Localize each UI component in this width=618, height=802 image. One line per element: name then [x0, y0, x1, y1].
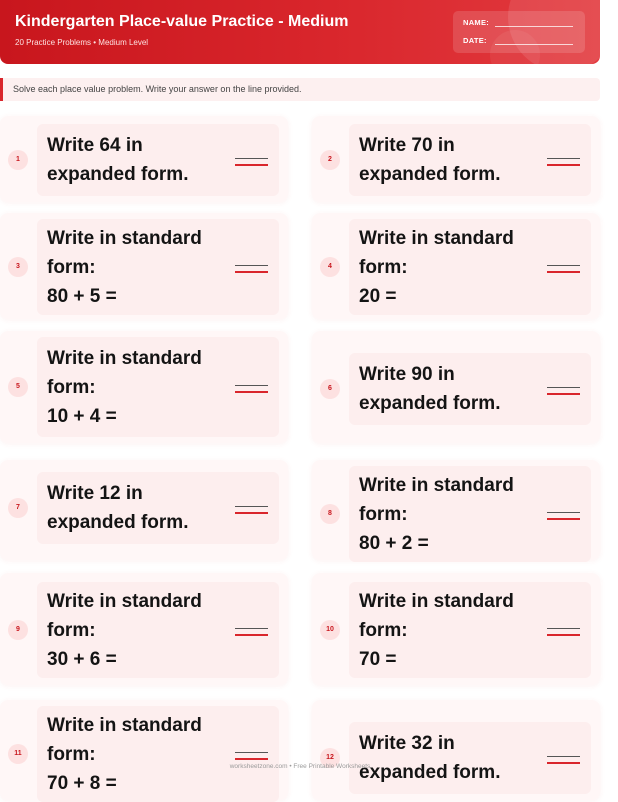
answer-line[interactable]: [547, 628, 580, 629]
problem-card: [312, 213, 600, 319]
problem-question-box: [349, 466, 591, 562]
problem-text: Write 64 in expanded form.: [47, 135, 189, 185]
problem-question-box: [349, 582, 591, 678]
answer-line[interactable]: [235, 158, 268, 159]
problem-question-box: [37, 706, 279, 802]
answer-line-underline: [547, 271, 580, 273]
problem-card: [312, 460, 600, 560]
problem-number-badge: 10: [320, 620, 340, 640]
problem-question-box: [349, 353, 591, 425]
answer-line[interactable]: [235, 265, 268, 266]
problem-card: [0, 116, 288, 202]
problem-number-badge: 6: [320, 379, 340, 399]
problem-number-badge: 2: [320, 150, 340, 170]
answer-line-underline: [235, 634, 268, 636]
answer-line[interactable]: [235, 506, 268, 507]
problem-question-box: [349, 722, 591, 794]
instructions-text: Solve each place value problem. Write your answer on the line provided.: [13, 84, 302, 94]
answer-line[interactable]: [547, 512, 580, 513]
answer-line-underline: [235, 164, 268, 166]
problem-number-badge: 1: [8, 150, 28, 170]
answer-line[interactable]: [235, 385, 268, 386]
answer-line[interactable]: [547, 158, 580, 159]
problem-question-box: [349, 124, 591, 196]
answer-line[interactable]: [547, 387, 580, 388]
problem-text: Write in standard form: 20 =: [359, 227, 514, 307]
problem-card: [0, 700, 288, 800]
problem-text: Write 70 in expanded form.: [359, 135, 501, 185]
answer-line[interactable]: [547, 756, 580, 757]
worksheet-header: [0, 0, 600, 64]
problem-card: [0, 460, 288, 560]
problem-question-box: [37, 582, 279, 678]
problem-number-badge: 9: [8, 620, 28, 640]
name-field[interactable]: [495, 26, 573, 27]
answer-line-underline: [547, 164, 580, 166]
page-footer: worksheetzone.com • Free Printable Worksheets: [229, 763, 371, 770]
problem-card: [312, 700, 600, 800]
answer-line-underline: [235, 271, 268, 273]
problem-question-box: [349, 219, 591, 315]
problem-text: Write in standard form: 80 + 5 =: [47, 227, 202, 307]
date-label: DATE:: [463, 36, 487, 45]
name-label: NAME:: [463, 18, 490, 27]
problem-text: Write in standard form: 70 + 8 =: [47, 714, 202, 794]
problem-number-badge: 3: [8, 257, 28, 277]
problem-question-box: [37, 124, 279, 196]
answer-line-underline: [547, 518, 580, 520]
problem-text: Write in standard form: 70 =: [359, 590, 514, 670]
answer-line[interactable]: [235, 628, 268, 629]
problem-number-badge: 8: [320, 504, 340, 524]
problem-card: [0, 331, 288, 443]
answer-line[interactable]: [547, 265, 580, 266]
answer-line-underline: [235, 512, 268, 514]
problem-number-badge: 12: [320, 748, 340, 768]
problem-card: [0, 573, 288, 685]
problem-card: [312, 331, 600, 443]
instructions-bar: [0, 78, 600, 101]
problem-number-badge: 4: [320, 257, 340, 277]
problem-text: Write 32 in expanded form.: [359, 733, 501, 783]
problem-text: Write in standard form: 10 + 4 =: [47, 347, 202, 427]
answer-line[interactable]: [235, 752, 268, 753]
problem-number-badge: 5: [8, 377, 28, 397]
answer-line-underline: [547, 634, 580, 636]
name-date-box: [453, 11, 585, 53]
problem-text: Write in standard form: 80 + 2 =: [359, 474, 514, 554]
problem-question-box: [37, 472, 279, 544]
problem-number-badge: 11: [8, 744, 28, 764]
problem-number-badge: 7: [8, 498, 28, 518]
answer-line-underline: [235, 758, 268, 760]
problem-card: [0, 213, 288, 319]
problem-card: [312, 573, 600, 685]
problem-question-box: [37, 337, 279, 437]
problem-card: [312, 116, 600, 202]
answer-line-underline: [235, 391, 268, 393]
worksheet-subtitle: 20 Practice Problems • Medium Level: [15, 38, 149, 47]
problem-text: Write 90 in expanded form.: [359, 364, 501, 414]
date-field[interactable]: [495, 44, 573, 45]
problem-text: Write in standard form: 30 + 6 =: [47, 590, 202, 670]
problem-text: Write 12 in expanded form.: [47, 483, 189, 533]
problem-question-box: [37, 219, 279, 315]
answer-line-underline: [547, 393, 580, 395]
worksheet-title: Kindergarten Place-value Practice - Medium: [15, 13, 349, 30]
